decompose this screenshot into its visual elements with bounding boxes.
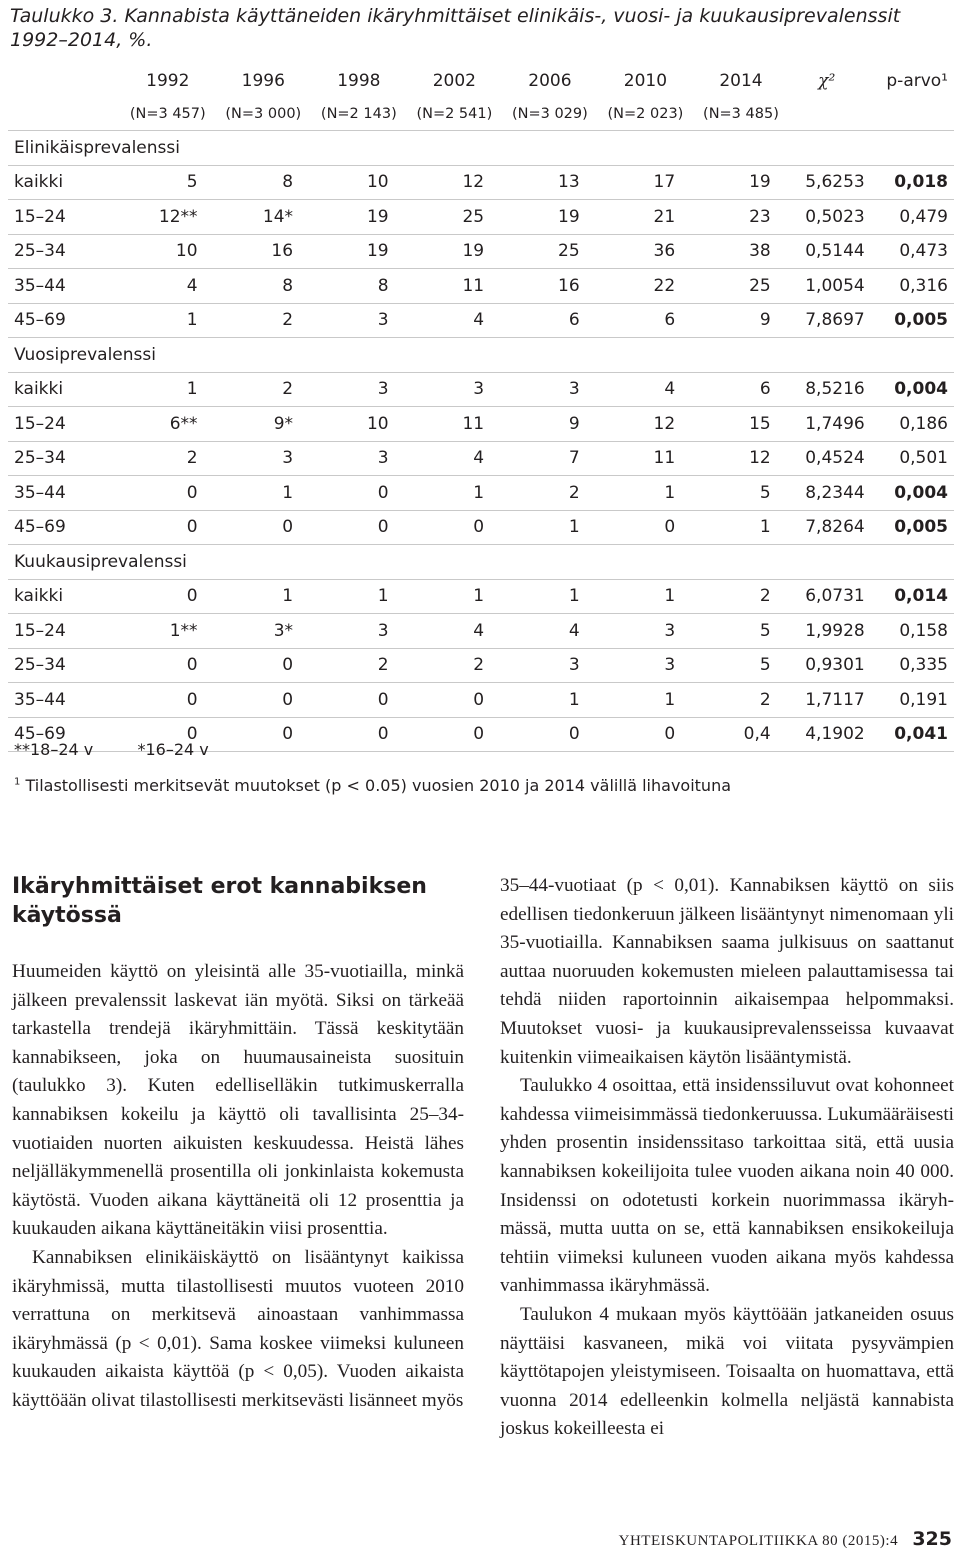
chi-square-value: 7,8264 (789, 510, 869, 545)
age-group-label: kaikki (8, 372, 120, 407)
right-paragraph-3: Taulukon 4 mukaan myös käyttöään jatkaneiden osuus näyttäisi kasvaneen, mikä voi viitata pysyvämpien käyttötapojen yleistymiseen. Toisaalta on huomattava, että vuonna 2014 edelleenkin kolmella neljästä kannabista joskus kokeilleesta ei (500, 1303, 954, 1440)
age-group-label: kaikki (8, 165, 120, 200)
p-value: 0,005 (869, 510, 954, 545)
prevalence-value: 1 (502, 579, 598, 614)
table-footnote (14, 776, 731, 795)
table-row (8, 407, 954, 442)
prevalence-value: 2 (216, 372, 312, 407)
table-row (8, 476, 954, 511)
prevalence-value: 6** (120, 407, 216, 442)
prevalence-value: 1 (311, 579, 407, 614)
p-value: 0,186 (869, 407, 954, 442)
section-title: Kuukausiprevalenssi (8, 545, 954, 580)
prevalence-value: 8 (311, 269, 407, 304)
year-header: 1996 (241, 70, 285, 91)
prevalence-value: 11 (598, 441, 694, 476)
prevalence-value: 0 (120, 510, 216, 545)
prevalence-value: 0 (120, 648, 216, 683)
page-footer (619, 1528, 952, 1550)
prevalence-value: 6 (693, 372, 789, 407)
prevalence-value: 0 (120, 683, 216, 718)
prevalence-value: 16 (502, 269, 598, 304)
prevalence-value: 4 (502, 614, 598, 649)
age-group-label: 35–44 (8, 269, 120, 304)
table-row (8, 269, 954, 304)
prevalence-value: 10 (120, 234, 216, 269)
prevalence-value: 17 (598, 165, 694, 200)
age-group-label: 35–44 (8, 683, 120, 718)
sample-size-header: (N=2 541) (416, 105, 493, 122)
prevalence-value: 0 (216, 717, 312, 752)
header-blank (789, 97, 869, 131)
prevalence-value: 1 (502, 510, 598, 545)
prevalence-value: 3* (216, 614, 312, 649)
prevalence-value: 0,4 (693, 717, 789, 752)
prevalence-value: 2 (120, 441, 216, 476)
prevalence-value: 0 (407, 717, 503, 752)
section-row (8, 338, 954, 373)
section-title: Vuosiprevalenssi (8, 338, 954, 373)
prevalence-value: 3 (311, 372, 407, 407)
prevalence-value: 0 (598, 510, 694, 545)
age-group-label: 15–24 (8, 407, 120, 442)
sample-size-header: (N=3 029) (511, 105, 588, 122)
page-number: 325 (912, 1528, 952, 1550)
prevalence-value: 16 (216, 234, 312, 269)
prevalence-value: 5 (120, 165, 216, 200)
table-row (8, 372, 954, 407)
chi-square-value: 5,6253 (789, 165, 869, 200)
age-group-label: 35–44 (8, 476, 120, 511)
chi-square-value: 0,5144 (789, 234, 869, 269)
right-paragraph-2: Taulukko 4 osoittaa, että insidenssiluvut ovat kohonneet kahdessa viimeisimmässä tiedonkeruussa. Lukumääräisesti yhden prosentin insidenssitaso tarkoittaa sitä, että uusia kannabiksen kokeilijoita tulee vuoden aikana noin 40 000. Insidenssi on odotetusti korkein nuorimmassa ikäryhmässä, mutta uutta on se, että kannabiksen ensikokeiluja tehtiin viimeksi kuluneen vuoden aikana myös kahdessa vanhimmassa ikäryhmässä. (500, 1075, 954, 1297)
chi-square-value: 7,8697 (789, 303, 869, 338)
prevalence-table (8, 64, 954, 752)
prevalence-value: 1 (216, 476, 312, 511)
prevalence-value: 0 (598, 717, 694, 752)
prevalence-value: 2 (407, 648, 503, 683)
chi-square-header: χ² (818, 70, 836, 91)
right-paragraph-1: 35–44-vuotiaat (p < 0,01). Kannabiksen käyttö on siis edellisen tiedonkeruun jälkeen lisääntynyt nimenomaan yli 35-vuotiailla. Kannabiksen saama julkisuus on saattanut auttaa nuoruuden kokemusten mieleen palauttamisessa tai tehdä niiden raportoinnin aikaisempaa helpommaksi. Muutokset vuosi- ja kuukausiprevalensseissa kuvaavat kuitenkin viimeaikaisen käytön lisääntymistä. (500, 875, 954, 1068)
table-row (8, 165, 954, 200)
prevalence-value: 0 (120, 579, 216, 614)
prevalence-value: 3 (598, 614, 694, 649)
prevalence-value: 1 (598, 683, 694, 718)
prevalence-value: 0 (311, 476, 407, 511)
table-row (8, 234, 954, 269)
header-blank (8, 64, 120, 97)
prevalence-value: 12 (598, 407, 694, 442)
header-blank (869, 97, 954, 131)
prevalence-value: 2 (311, 648, 407, 683)
prevalence-value: 9 (693, 303, 789, 338)
chi-square-value: 4,1902 (789, 717, 869, 752)
prevalence-value: 36 (598, 234, 694, 269)
prevalence-value: 3 (311, 441, 407, 476)
prevalence-value: 1 (502, 683, 598, 718)
prevalence-value: 2 (693, 579, 789, 614)
header-row-years (8, 64, 954, 97)
age-note-16-24: *16–24 v (137, 740, 209, 759)
prevalence-value: 0 (407, 683, 503, 718)
chi-square-value: 0,4524 (789, 441, 869, 476)
chi-square-value: 1,7496 (789, 407, 869, 442)
prevalence-value: 1 (693, 510, 789, 545)
prevalence-value: 25 (693, 269, 789, 304)
journal-info: YHTEISKUNTAPOLITIIKKA 80 (2015):4 (618, 1533, 899, 1549)
prevalence-value: 5 (693, 614, 789, 649)
prevalence-value: 1 (407, 476, 503, 511)
left-paragraph-1: Huumeiden käyttö on yleisintä alle 35-vuotiailla, minkä jälkeen prevalenssit laskevat iän myötä. Siksi on tärkeää tarkastella trendejä ikäryhmittäin. Tässä keskitytään kannabikseen, joka on huumausaineista suosituin (taulukko 3). Kuten edelliselläkin tutkimuskerralla kannabiksen kokeilu ja käyttö oli tavallisinta 25–34-vuotiaiden nuorten aikuisten keskuudessa. Heistä lähes neljälläkymmenellä prosentilla oli jonkinlaista kokemusta käytöstä. Vuoden aikana käyttäneitä oli 12 prosenttia ja kuukauden aikana käyttäneitäkin viisi prosenttia. (12, 961, 464, 1240)
prevalence-value: 15 (693, 407, 789, 442)
table-row (8, 579, 954, 614)
table-row (8, 614, 954, 649)
prevalence-value: 11 (407, 407, 503, 442)
prevalence-value: 3 (311, 614, 407, 649)
age-notes (14, 740, 209, 759)
prevalence-value: 23 (693, 200, 789, 235)
prevalence-value: 3 (216, 441, 312, 476)
prevalence-value: 0 (216, 648, 312, 683)
footnote-mark: 1 (14, 776, 21, 788)
prevalence-value: 3 (311, 303, 407, 338)
prevalence-value: 1 (120, 372, 216, 407)
prevalence-value: 4 (407, 303, 503, 338)
prevalence-value: 2 (502, 476, 598, 511)
prevalence-value: 1 (598, 476, 694, 511)
table-row (8, 200, 954, 235)
p-value: 0,158 (869, 614, 954, 649)
age-group-label: 25–34 (8, 648, 120, 683)
age-group-label: 45–69 (8, 510, 120, 545)
sample-size-header: (N=2 023) (607, 105, 684, 122)
article-right-column (500, 872, 954, 1444)
age-note-18-24: **18–24 v (14, 740, 94, 759)
year-header: 2014 (719, 70, 763, 91)
prevalence-value: 5 (693, 476, 789, 511)
year-header: 2010 (623, 70, 668, 91)
prevalence-value: 1** (120, 614, 216, 649)
table-row (8, 303, 954, 338)
p-value: 0,005 (869, 303, 954, 338)
prevalence-value: 0 (407, 510, 503, 545)
prevalence-value: 0 (120, 476, 216, 511)
prevalence-value: 19 (407, 234, 503, 269)
prevalence-value: 8 (216, 165, 312, 200)
age-group-label: 15–24 (8, 200, 120, 235)
sample-size-header: (N=3 485) (703, 105, 779, 122)
prevalence-value: 22 (598, 269, 694, 304)
chi-square-value: 8,5216 (789, 372, 869, 407)
prevalence-value: 11 (407, 269, 503, 304)
year-header: 2002 (432, 70, 476, 91)
p-value: 0,191 (869, 683, 954, 718)
table-row (8, 441, 954, 476)
p-value: 0,479 (869, 200, 954, 235)
p-value: 0,014 (869, 579, 954, 614)
prevalence-value: 12 (407, 165, 503, 200)
sample-size-header: (N=3 000) (225, 105, 302, 122)
prevalence-value: 9 (502, 407, 598, 442)
prevalence-value: 19 (502, 200, 598, 235)
header-blank (8, 97, 120, 131)
header-row-sample-sizes (8, 97, 954, 131)
prevalence-value: 0 (311, 510, 407, 545)
section-row (8, 545, 954, 580)
prevalence-value: 25 (407, 200, 503, 235)
prevalence-value: 13 (502, 165, 598, 200)
prevalence-value: 9* (216, 407, 312, 442)
prevalence-value: 7 (502, 441, 598, 476)
chi-square-value: 1,7117 (789, 683, 869, 718)
sample-size-header: (N=3 457) (129, 105, 206, 122)
table-row (8, 683, 954, 718)
p-value: 0,018 (869, 165, 954, 200)
prevalence-value: 8 (216, 269, 312, 304)
prevalence-value: 3 (502, 372, 598, 407)
prevalence-value: 5 (693, 648, 789, 683)
age-group-label: 25–34 (8, 234, 120, 269)
section-title: Elinikäisprevalenssi (8, 131, 954, 166)
prevalence-value: 19 (311, 200, 407, 235)
sample-size-header: (N=2 143) (320, 105, 397, 122)
year-header: 1998 (337, 70, 381, 91)
chi-square-value: 6,0731 (789, 579, 869, 614)
prevalence-value: 4 (407, 441, 503, 476)
prevalence-value: 21 (598, 200, 694, 235)
prevalence-value: 3 (598, 648, 694, 683)
p-value-header: p-arvo¹ (886, 70, 948, 91)
prevalence-value: 3 (407, 372, 503, 407)
prevalence-value: 14* (216, 200, 312, 235)
prevalence-value: 4 (120, 269, 216, 304)
prevalence-value: 1 (407, 579, 503, 614)
prevalence-value: 0 (216, 683, 312, 718)
age-group-label: 15–24 (8, 614, 120, 649)
p-value: 0,004 (869, 476, 954, 511)
year-header: 1992 (146, 70, 190, 91)
year-header: 2006 (528, 70, 572, 91)
table-row (8, 648, 954, 683)
prevalence-value: 0 (120, 717, 216, 752)
prevalence-value: 4 (598, 372, 694, 407)
p-value: 0,004 (869, 372, 954, 407)
prevalence-value: 19 (311, 234, 407, 269)
footnote-text: Tilastollisesti merkitsevät muutokset (p < 0.05) vuosien 2010 ja 2014 välillä lihavoituna (25, 776, 732, 795)
chi-square-value: 8,2344 (789, 476, 869, 511)
table-caption: Taulukko 3. Kannabista käyttäneiden ikäryhmittäiset elinikäis-, vuosi- ja kuukausiprevalenssit 1992–2014, %. (10, 5, 901, 51)
section-heading: Ikäryhmittäiset erot kannabiksen käytössä (12, 874, 427, 928)
prevalence-value: 4 (407, 614, 503, 649)
prevalence-value: 10 (311, 407, 407, 442)
prevalence-value: 0 (311, 717, 407, 752)
prevalence-value: 0 (502, 717, 598, 752)
prevalence-value: 1 (120, 303, 216, 338)
age-group-label: kaikki (8, 579, 120, 614)
chi-square-value: 1,0054 (789, 269, 869, 304)
section-row (8, 131, 954, 166)
chi-square-value: 0,5023 (789, 200, 869, 235)
prevalence-value: 1 (216, 579, 312, 614)
prevalence-value: 6 (598, 303, 694, 338)
p-value: 0,335 (869, 648, 954, 683)
prevalence-value: 0 (311, 683, 407, 718)
prevalence-value: 12** (120, 200, 216, 235)
table-row (8, 510, 954, 545)
prevalence-value: 19 (693, 165, 789, 200)
prevalence-value: 2 (216, 303, 312, 338)
age-group-label: 25–34 (8, 441, 120, 476)
left-paragraph-2: Kannabiksen elinikäiskäyttö on lisääntynyt kaikissa ikäryhmissä, mutta tilastollisesti muutos vuoteen 2010 verrattuna on merkitsevä ainoastaan vanhimmassa ikäryhmässä (p < 0,01). Sama koskee viimeksi kuluneen kuukauden aikaista käyttöä (p < 0,05). Vuoden aikaista käyttöään olivat tilastollisesti merkitsevästi lisänneet myös (12, 1246, 464, 1411)
prevalence-value: 2 (693, 683, 789, 718)
prevalence-value: 3 (502, 648, 598, 683)
prevalence-value: 6 (502, 303, 598, 338)
prevalence-value: 25 (502, 234, 598, 269)
prevalence-value: 38 (693, 234, 789, 269)
chi-square-value: 0,9301 (789, 648, 869, 683)
prevalence-value: 12 (693, 441, 789, 476)
prevalence-value: 0 (216, 510, 312, 545)
age-group-label: 45–69 (8, 303, 120, 338)
prevalence-value: 10 (311, 165, 407, 200)
prevalence-value: 1 (598, 579, 694, 614)
p-value: 0,501 (869, 441, 954, 476)
chi-square-value: 1,9928 (789, 614, 869, 649)
p-value: 0,041 (869, 717, 954, 752)
p-value: 0,316 (869, 269, 954, 304)
p-value: 0,473 (869, 234, 954, 269)
article-left-column (12, 958, 464, 1416)
age-group-label: 45–69 (8, 717, 120, 752)
